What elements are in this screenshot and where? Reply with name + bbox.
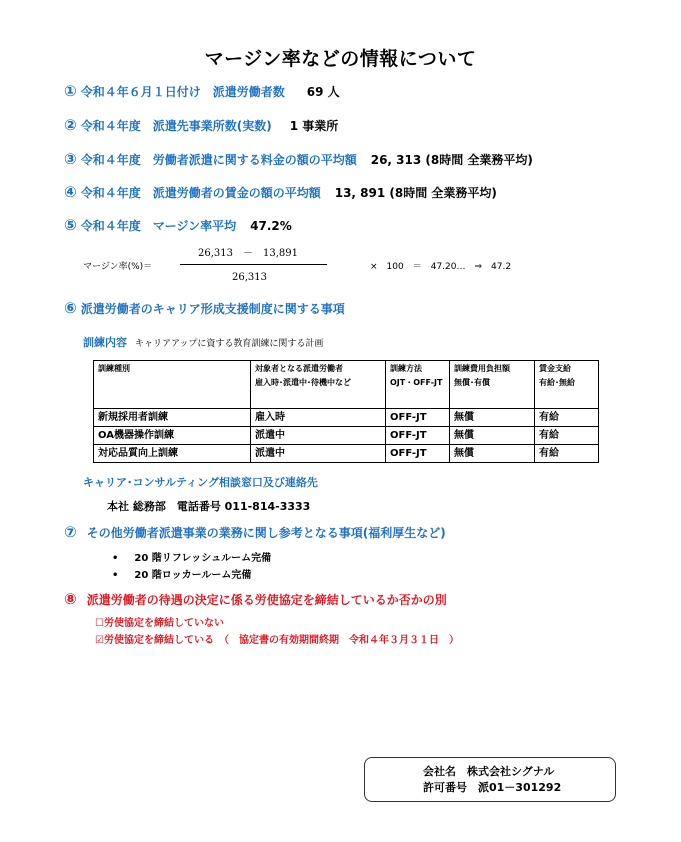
section-label: 派遣労働者のキャリア形成支援制度に関する事項 [80,302,345,316]
header-text: 対象者となる派遣労働者 [255,364,343,373]
table-header-cell [94,361,251,409]
table-cell: OA機器操作訓練 [94,427,251,445]
header-text: 訓練費用負担額 [454,364,510,373]
header-text: 賃金支給 [539,364,571,373]
item-value: 1 事業所 [289,119,339,133]
bullet-icon: • [112,553,119,564]
item-value: 47.2% [250,219,292,233]
company-info-box [364,757,616,802]
table-cell: 無償 [450,409,535,427]
item-client-offices [64,116,338,134]
company-name: 会社名 株式会社シグナル [423,765,555,778]
section-labor-agreement [64,590,447,608]
item-label: 令和４年度 派遣労働者の賃金の額の平均額 [80,186,321,200]
header-subtext: OJT・OFF-JT [390,378,443,387]
item-label: 令和４年度 派遣先事業所数(実数) [80,119,272,133]
table-header-row [94,361,599,409]
item-number: ⑧ [64,590,77,608]
permit-number: 許可番号 派01－301292 [423,781,562,794]
item-label: 令和４年度 労働者派遣に関する料金の額の平均額 [80,153,357,167]
table-cell: 雇入時 [251,409,386,427]
header-subtext: 雇入時･派遣中･待機中など [255,378,351,387]
table-header-cell [251,361,386,409]
table-cell: 対応品質向上訓練 [94,445,251,463]
item-number: ③ [64,150,77,168]
checkbox-checked-icon: ☑ [95,635,104,646]
table-cell: OFF-JT [386,427,450,445]
formula-label: マージン率(%)＝ [83,262,153,272]
item-value: 13, 891 (8時間 全業務平均) [334,186,497,200]
agreement-option-not-concluded [95,614,224,629]
item-number: ⑥ [64,299,77,317]
header-subtext: 有給･無給 [539,378,575,387]
table-header-cell [450,361,535,409]
table-row [94,427,599,445]
formula-result: × 100 ＝ 47.20… ⇒ 47.2 [370,262,512,272]
item-average-fee [64,150,533,168]
item-margin-rate [64,216,292,234]
consulting-heading: キャリア･コンサルティング相談窓口及び連絡先 [83,476,318,489]
item-number: ⑤ [64,216,77,234]
item-number: ① [64,82,77,100]
table-header-cell [535,361,599,409]
section-label: 派遣労働者の待遇の決定に係る労使協定を締結しているか否かの別 [86,593,447,607]
item-number: ② [64,116,77,134]
item-dispatch-workers [64,82,340,100]
item-value: 69 人 [306,85,340,99]
section-label: その他労働者派遣事業の業務に関し参考となる事項(福利厚生など) [86,526,446,540]
table-row [94,409,599,427]
list-item-text: 20 階ロッカールーム完備 [134,570,252,581]
table-cell: 有給 [535,427,599,445]
training-table [93,360,599,463]
table-cell: 無償 [450,427,535,445]
formula-numerator: 26,313 － 13,891 [198,248,298,259]
bullet-icon: • [112,570,119,581]
table-row [94,445,599,463]
table-cell: 無償 [450,445,535,463]
training-description: キャリアアップに資する教育訓練に関する計画 [135,339,324,349]
table-cell: OFF-JT [386,445,450,463]
formula-denominator: 26,313 [232,272,267,283]
section-other-info [64,523,446,541]
training-content-line [83,334,323,350]
option-text: 労使協定を締結している （ 協定書の有効期間終期 令和４年３月３１日 ） [103,635,459,646]
table-cell: 派遣中 [251,445,386,463]
list-item-text: 20 階リフレッシュルーム完備 [134,553,272,564]
header-text: 訓練種別 [98,364,130,373]
table-cell: 有給 [535,445,599,463]
fraction-bar [180,264,327,265]
item-label: 令和４年６月１日付け 派遣労働者数 [80,85,285,99]
item-average-wage [64,183,497,201]
training-heading: 訓練内容 [83,336,127,349]
table-cell: OFF-JT [386,409,450,427]
page-title: マージン率などの情報について [204,48,477,70]
table-header-cell [386,361,450,409]
item-label: 令和４年度 マージン率平均 [80,219,237,233]
section-career-support [64,299,345,317]
header-subtext: 無償･有償 [454,378,490,387]
header-text: 訓練方法 [390,364,422,373]
item-number: ⑦ [64,523,77,541]
item-value: 26, 313 (8時間 全業務平均) [370,153,533,167]
checkbox-unchecked-icon: ☐ [95,618,104,629]
table-cell: 有給 [535,409,599,427]
item-number: ④ [64,183,77,201]
consulting-contact: 本社 総務部 電話番号 011-814-3333 [107,500,311,513]
table-cell: 派遣中 [251,427,386,445]
list-item [112,549,271,564]
agreement-option-concluded [95,631,459,646]
option-text: 労使協定を締結していない [103,618,224,629]
table-cell: 新規採用者訓練 [94,409,251,427]
list-item [112,566,251,581]
